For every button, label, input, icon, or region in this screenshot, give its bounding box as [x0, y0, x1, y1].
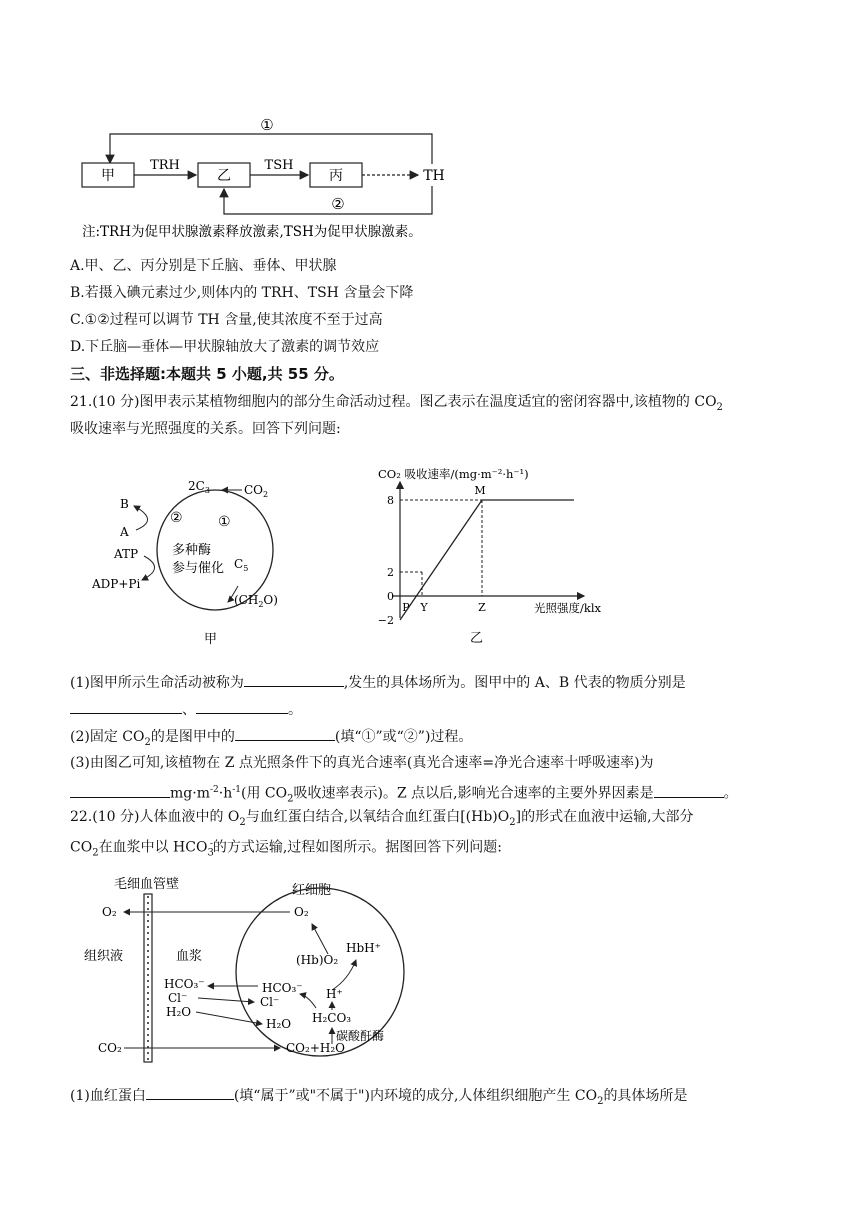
rbc-label: 红细胞: [292, 883, 332, 898]
loop2-label: ②: [331, 195, 345, 213]
svg-text:HbH⁺: HbH⁺: [346, 941, 381, 955]
y-tick-label: 8: [387, 494, 394, 507]
option-d: D.下丘脑—垂体—甲状腺轴放大了激素的调节效应: [70, 339, 380, 355]
diagram-note: 注:TRH为促甲状腺激素释放激素,TSH为促甲状腺激素。: [82, 224, 422, 240]
step1-label: ①: [218, 514, 231, 530]
x-tick-label: P: [402, 601, 410, 614]
x-tick-label: Z: [478, 601, 486, 614]
svg-text:H₂O: H₂O: [266, 1017, 292, 1031]
capillary-wall-label: 毛细血管壁: [114, 877, 180, 892]
box-jia-label: 甲: [101, 168, 115, 184]
q21-sub3-line2: $mg\cdot m^{-2}\cdot h^{-1}$(用 $CO_2$吸收速率表示)。Z 点以后,影响光合速率的主要外界因素是 。: [70, 780, 800, 809]
q21-sub1-line1: (1)图甲所示生命活动被称为 ,发生的具体场所为。图甲中的 A、B 代表的物质分别是: [70, 672, 800, 693]
co2-label: $CO_2$: [244, 483, 269, 499]
q22-sub1: (1)血红蛋白 (填“属于”或"不属于")内环境的成分,人体组织细胞产生 $CO_2$的具体场所是: [70, 1085, 800, 1112]
y-tick-label: −2: [377, 614, 394, 627]
answer-blank[interactable]: [70, 699, 182, 714]
loop1-label: ①: [260, 116, 274, 134]
th-label: TH: [423, 168, 445, 184]
option-a: A.甲、乙、丙分别是下丘脑、垂体、甲状腺: [70, 258, 337, 274]
q21-line1: 21.(10 分)图甲表示某植物细胞内的部分生命活动过程。图乙表示在温度适宜的密闭容器中,该植物的 $CO_2$: [70, 394, 723, 413]
box-yi-label: 乙: [217, 168, 231, 184]
y-tick-label: 0: [387, 590, 394, 603]
point-m-label: M: [474, 484, 486, 497]
trh-label: TRH: [150, 158, 180, 173]
q22-line2: $CO_2$在血浆中以 $HCO_3^-$的方式运输,过程如图所示。据图回答下列问题:: [70, 839, 503, 859]
svg-text:(Hb)O₂: (Hb)O₂: [296, 953, 339, 967]
q22-line1: 22.(10 分)人体血液中的 $O_2$与血红蛋白结合,以氧结合血红蛋白$[(Hb)O_2]$的形式在血液中运输,大部分: [70, 809, 694, 828]
chart-caption: 乙: [470, 631, 484, 646]
section-heading: 三、非选择题:本题共 5 小题,共 55 分。: [70, 365, 344, 383]
tissue-fluid-label: 组织液: [84, 949, 124, 964]
q21-sub1-line2: 、 。: [70, 699, 800, 720]
q21-sub2: (2)固定 $CO_2$的是图甲中的 (填“①”或“②”)过程。: [70, 726, 800, 753]
answer-blank[interactable]: [235, 726, 335, 741]
calvin-cycle-diagram: [80, 468, 300, 648]
adp-label: ADP+Pi: [92, 577, 141, 591]
b-label: B: [120, 497, 129, 511]
tsh-label: TSH: [264, 158, 294, 173]
answer-blank[interactable]: [146, 1085, 234, 1100]
svg-text:O₂: O₂: [102, 905, 117, 919]
q21-line2: 吸收速率与光照强度的关系。回答下列问题:: [70, 421, 341, 437]
option-b: B.若摄入碘元素过少,则体内的 TRH、TSH 含量会下降: [70, 285, 414, 301]
y-tick-label: 2: [387, 566, 394, 579]
svg-text:H₂CO₃: H₂CO₃: [312, 1011, 352, 1025]
svg-text:碳酸酐酶: 碳酸酐酶: [336, 1029, 385, 1043]
svg-text:Cl⁻: Cl⁻: [260, 995, 280, 1009]
c3-label: $2C_3$: [188, 479, 210, 495]
chart-ylabel: CO₂ 吸收速率/(mg·m⁻²·h⁻¹): [378, 467, 529, 481]
atp-label: ATP: [114, 547, 139, 561]
answer-blank[interactable]: [196, 699, 288, 714]
box-bing-label: 丙: [329, 168, 343, 184]
co2-absorption-chart: [352, 458, 612, 648]
blood-gas-transport-diagram: [80, 868, 440, 1068]
svg-text:O₂: O₂: [294, 905, 309, 919]
ch2o-label: $(CH_2O)$: [234, 593, 278, 609]
svg-text:H₂O: H₂O: [166, 1005, 192, 1019]
svg-text:Cl⁻: Cl⁻: [168, 991, 188, 1005]
q21-sub3-line1: (3)由图乙可知,该植物在 Z 点光照条件下的真光合速率(真光合速率=净光合速率十呼吸速率)为: [70, 755, 654, 771]
enzyme-line1: 多种酶: [172, 543, 212, 558]
a-label: A: [120, 525, 129, 539]
enzyme-line2: 参与催化: [172, 561, 225, 576]
answer-blank[interactable]: [70, 783, 170, 798]
option-c: C.①②过程可以调节 TH 含量,使其浓度不至于过高: [70, 312, 383, 328]
c5-label: $C_5$: [234, 557, 249, 573]
answer-blank[interactable]: [654, 783, 724, 798]
svg-text:CO₂+H₂O: CO₂+H₂O: [286, 1041, 345, 1055]
hormone-regulation-diagram: [70, 108, 470, 243]
plasma-label: 血浆: [176, 949, 203, 964]
chart-xlabel: 光照强度/klx: [534, 601, 602, 615]
svg-text:H⁺: H⁺: [326, 987, 343, 1001]
answer-blank[interactable]: [244, 672, 344, 687]
svg-text:HCO₃⁻: HCO₃⁻: [164, 977, 205, 991]
x-tick-label: Y: [420, 601, 428, 614]
svg-text:CO₂: CO₂: [98, 1041, 122, 1055]
step2-label: ②: [170, 510, 183, 526]
caption-jia: 甲: [204, 632, 218, 647]
svg-text:HCO₃⁻: HCO₃⁻: [262, 981, 303, 995]
